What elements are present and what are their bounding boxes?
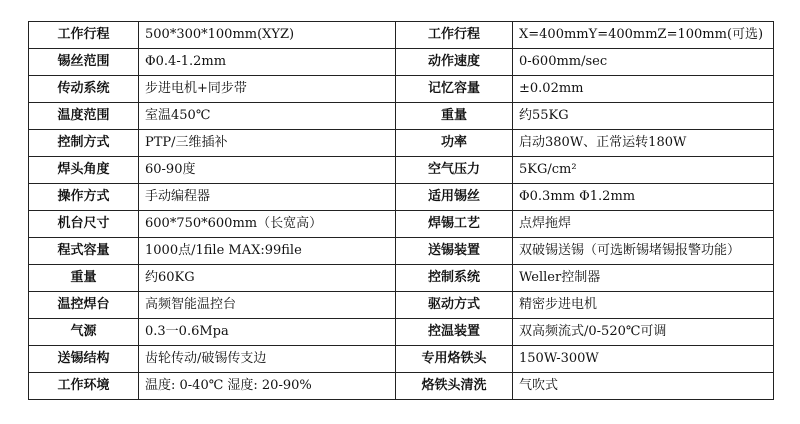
- table-row: [29, 319, 774, 346]
- row-label-right: 动作速度: [396, 49, 513, 76]
- row-label-left: 程式容量: [29, 238, 139, 265]
- row-value-left: 600*750*600mm（长宽高）: [139, 211, 396, 238]
- row-value-right: 点焊拖焊: [513, 211, 774, 238]
- row-value-left: 温度: 0-40℃ 湿度: 20-90%: [139, 373, 396, 400]
- spec-table-body: [29, 22, 774, 400]
- table-row: [29, 184, 774, 211]
- row-value-left: 60-90度: [139, 157, 396, 184]
- row-value-right: 双破锡送锡（可选断锡堵锡报警功能）: [513, 238, 774, 265]
- table-row: [29, 292, 774, 319]
- row-value-right: 约55KG: [513, 103, 774, 130]
- row-value-left: 步进电机+同步带: [139, 76, 396, 103]
- table-row: [29, 49, 774, 76]
- table-row: [29, 103, 774, 130]
- table-row: [29, 373, 774, 400]
- row-value-right: 气吹式: [513, 373, 774, 400]
- table-row: [29, 265, 774, 292]
- table-row: [29, 238, 774, 265]
- row-value-right: 启动380W、正常运转180W: [513, 130, 774, 157]
- row-label-left: 温度范围: [29, 103, 139, 130]
- row-label-left: 操作方式: [29, 184, 139, 211]
- row-value-right: 0-600mm/sec: [513, 49, 774, 76]
- row-label-right: 烙铁头清洗: [396, 373, 513, 400]
- table-row: [29, 22, 774, 49]
- row-label-right: 适用锡丝: [396, 184, 513, 211]
- row-value-left: 室温450℃: [139, 103, 396, 130]
- row-value-left: Φ0.4-1.2mm: [139, 49, 396, 76]
- spec-table: [28, 21, 774, 400]
- row-value-right: 5KG/cm²: [513, 157, 774, 184]
- row-label-right: 记忆容量: [396, 76, 513, 103]
- row-label-right: 控制系统: [396, 265, 513, 292]
- row-label-right: 专用烙铁头: [396, 346, 513, 373]
- row-value-right: Weller控制器: [513, 265, 774, 292]
- row-value-right: 150W-300W: [513, 346, 774, 373]
- row-label-left: 温控焊台: [29, 292, 139, 319]
- row-value-right: X=400mmY=400mmZ=100mm(可选): [513, 22, 774, 49]
- row-label-right: 送锡装置: [396, 238, 513, 265]
- table-row: [29, 76, 774, 103]
- row-label-left: 工作行程: [29, 22, 139, 49]
- row-label-right: 工作行程: [396, 22, 513, 49]
- row-label-right: 焊锡工艺: [396, 211, 513, 238]
- row-label-right: 功率: [396, 130, 513, 157]
- row-value-right: 精密步进电机: [513, 292, 774, 319]
- row-label-left: 锡丝范围: [29, 49, 139, 76]
- row-value-right: 双高频流式/0-520℃可调: [513, 319, 774, 346]
- row-value-left: 0.3一0.6Mpa: [139, 319, 396, 346]
- row-label-right: 驱动方式: [396, 292, 513, 319]
- row-value-left: 手动编程器: [139, 184, 396, 211]
- row-label-left: 送锡结构: [29, 346, 139, 373]
- row-label-left: 控制方式: [29, 130, 139, 157]
- row-label-left: 气源: [29, 319, 139, 346]
- row-label-left: 机台尺寸: [29, 211, 139, 238]
- table-row: [29, 157, 774, 184]
- row-label-left: 重量: [29, 265, 139, 292]
- row-value-left: 高频智能温控台: [139, 292, 396, 319]
- row-value-left: 约60KG: [139, 265, 396, 292]
- row-value-right: Φ0.3mm Φ1.2mm: [513, 184, 774, 211]
- row-label-left: 传动系统: [29, 76, 139, 103]
- row-label-left: 工作环境: [29, 373, 139, 400]
- row-value-left: PTP/三维插补: [139, 130, 396, 157]
- row-label-right: 重量: [396, 103, 513, 130]
- row-value-left: 1000点/1file MAX:99file: [139, 238, 396, 265]
- row-label-left: 焊头角度: [29, 157, 139, 184]
- table-row: [29, 346, 774, 373]
- table-row: [29, 211, 774, 238]
- row-value-left: 500*300*100mm(XYZ): [139, 22, 396, 49]
- table-row: [29, 130, 774, 157]
- row-value-right: ±0.02mm: [513, 76, 774, 103]
- row-value-left: 齿轮传动/破锡传支边: [139, 346, 396, 373]
- row-label-right: 控温装置: [396, 319, 513, 346]
- row-label-right: 空气压力: [396, 157, 513, 184]
